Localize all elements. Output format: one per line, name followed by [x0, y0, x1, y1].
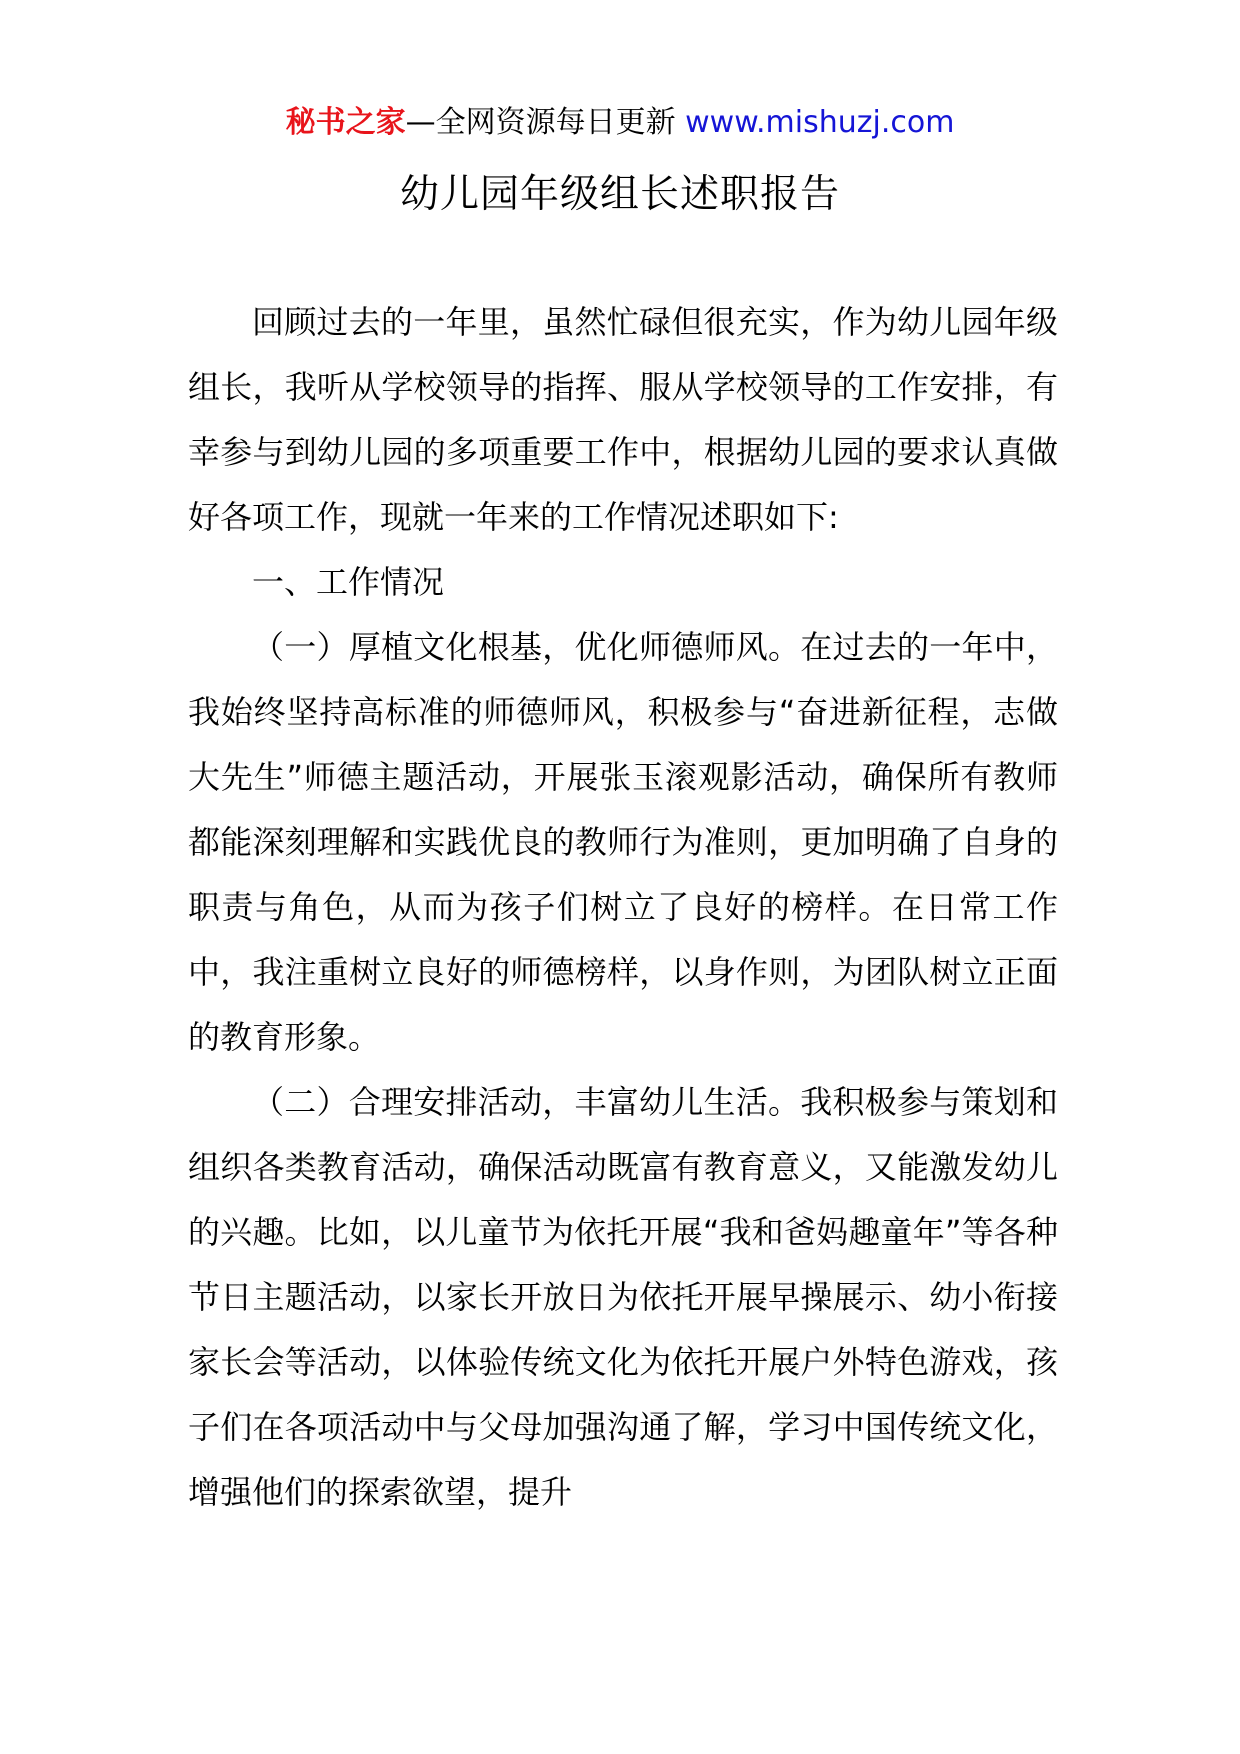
paragraph-intro: 回顾过去的一年里，虽然忙碌但很充实，作为幼儿园年级组长，我听从学校领导的指挥、服从学校领导的工作安排，有幸参与到幼儿园的多项重要工作中，根据幼儿园的要求认真做好各项工作，现就一年来的工作情况述职如下:: [188, 303, 1058, 536]
brand-name: 秘书之家: [285, 105, 406, 140]
site-url-link[interactable]: www.mishuzj.com: [685, 105, 955, 140]
site-header: [0, 100, 1240, 146]
paragraph-ethics: （一）厚植文化根基，优化师德师风。在过去的一年中，我始终坚持高标准的师德师风，积极参与“奋进新征程，志做大先生”师德主题活动，开展张玉滚观影活动，确保所有教师都能深刻理解和实践优良的教师行为准则，更加明确了自身的职责与角色，从而为孩子们树立了良好的榜样。在日常工作中，我注重树立良好的师德榜样，以身作则，为团队树立正面的教育形象。: [188, 628, 1058, 1056]
section-heading-work-status: 一、工作情况: [252, 563, 445, 601]
paragraph-activities: （二）合理安排活动，丰富幼儿生活。我积极参与策划和组织各类教育活动，确保活动既富有教育意义，又能激发幼儿的兴趣。比如，以儿童节为依托开展“我和爸妈趣童年”等各种节日主题活动，以家长开放日为依托开展早操展示、幼小衔接家长会等活动，以体验传统文化为依托开展户外特色游戏，孩子们在各项活动中与父母加强沟通了解，学习中国传统文化，增强他们的探索欲望，提升: [188, 1083, 1058, 1511]
document-body: [188, 290, 1058, 1525]
document-title: 幼儿园年级组长述职报告: [399, 172, 840, 217]
header-tagline: —全网资源每日更新: [405, 105, 676, 140]
